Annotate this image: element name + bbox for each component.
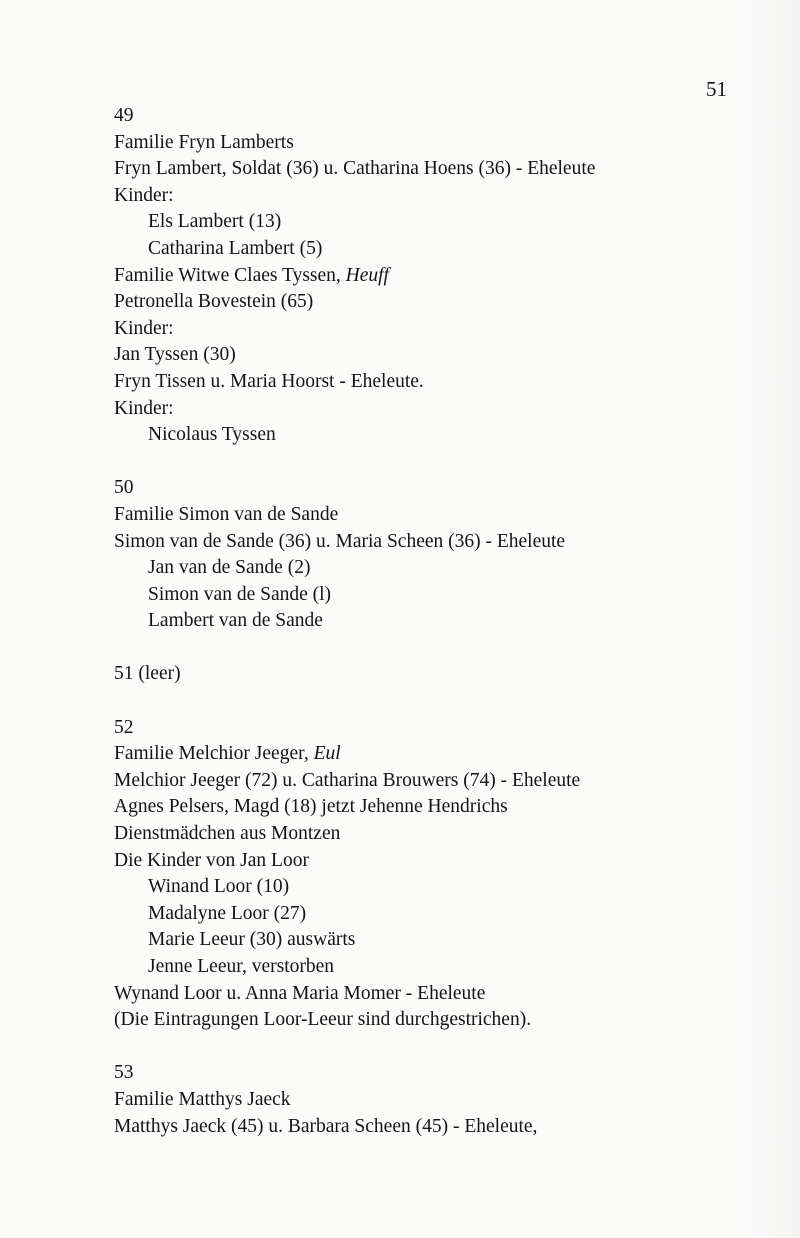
line-text: Fryn Lambert, Soldat (36) u. Catharina Hoens (36) - Eheleute — [114, 158, 596, 180]
text-line — [114, 289, 774, 316]
line-text: Matthys Jaeck (45) u. Barbara Scheen (45) - Eheleute, — [114, 1115, 538, 1137]
text-line — [114, 209, 774, 236]
blank-line — [114, 635, 774, 662]
text-line — [114, 316, 774, 343]
text-line — [114, 342, 774, 369]
line-text: 51 (leer) — [114, 663, 181, 685]
line-text: Familie Simon van de Sande — [114, 503, 339, 525]
line-text: (Die Eintragungen Loor-Leeur sind durchgestrichen). — [114, 1009, 532, 1031]
blank-line — [114, 688, 774, 715]
line-text: Wynand Loor u. Anna Maria Momer - Eheleute — [114, 982, 486, 1004]
text-line — [114, 396, 774, 423]
text-line — [114, 848, 774, 875]
text-line — [114, 954, 774, 981]
line-text: Winand Loor (10) — [148, 876, 290, 898]
text-line — [114, 582, 774, 609]
text-line — [114, 236, 774, 263]
text-line — [114, 502, 774, 529]
line-text: Agnes Pelsers, Magd (18) jetzt Jehenne Hendrichs — [114, 796, 508, 818]
text-line — [114, 741, 774, 768]
text-line — [114, 263, 774, 290]
line-text: Jan Tyssen (30) — [114, 344, 236, 366]
text-line — [114, 608, 774, 635]
line-text: Jenne Leeur, verstorben — [148, 956, 335, 977]
line-text: Els Lambert (13) — [148, 211, 282, 233]
text-line — [114, 529, 774, 556]
text-line — [114, 1007, 774, 1034]
line-text: Die Kinder von Jan Loor — [114, 849, 309, 871]
text-line — [114, 794, 774, 821]
text-line — [114, 475, 774, 502]
page-number: 51 — [706, 77, 727, 101]
text-line — [114, 715, 774, 742]
document-body — [114, 103, 774, 1140]
line-text: Petronella Bovestein (65) — [114, 291, 314, 313]
line-text: Jan van de Sande (2) — [148, 557, 311, 579]
text-line — [114, 768, 774, 795]
line-text: Simon van de Sande (36) u. Maria Scheen (36) - Eheleute — [114, 530, 566, 552]
line-italic-text: Heuff — [345, 264, 389, 286]
text-line — [114, 103, 774, 130]
text-line — [114, 422, 774, 449]
line-text: 53 — [114, 1062, 134, 1084]
blank-line — [114, 449, 774, 476]
text-line — [114, 901, 774, 928]
text-line — [114, 1114, 774, 1141]
line-text: 50 — [114, 477, 134, 499]
text-line — [114, 821, 774, 848]
line-text: Nicolaus Tyssen — [148, 424, 276, 446]
blank-line — [114, 1034, 774, 1061]
line-text: Familie Matthys Jaeck — [114, 1088, 291, 1110]
line-text: Familie Fryn Lamberts — [114, 131, 294, 153]
text-line — [114, 130, 774, 157]
line-italic-text: Eul — [313, 743, 341, 765]
line-text: Familie Witwe Claes Tyssen, — [114, 264, 346, 286]
line-text: 52 — [114, 716, 134, 738]
line-text: Melchior Jeeger (72) u. Catharina Brouwers (74) - Eheleute — [114, 769, 581, 791]
line-text: Fryn Tissen u. Maria Hoorst - Eheleute. — [114, 370, 424, 392]
text-line — [114, 661, 774, 688]
line-text: Familie Melchior Jeeger, — [114, 743, 314, 765]
line-text: 49 — [114, 105, 134, 126]
text-line — [114, 927, 774, 954]
line-text: Marie Leeur (30) auswärts — [148, 929, 356, 951]
text-line — [114, 183, 774, 210]
text-line — [114, 369, 774, 396]
text-line — [114, 981, 774, 1008]
line-text: Kinder: — [114, 397, 174, 419]
line-text: Kinder: — [114, 184, 174, 206]
line-text: Catharina Lambert (5) — [148, 237, 323, 259]
text-line — [114, 555, 774, 582]
text-line — [114, 156, 774, 183]
text-line — [114, 1087, 774, 1114]
line-text: Dienstmädchen aus Montzen — [114, 823, 341, 845]
line-text: Kinder: — [114, 317, 174, 339]
line-text: Lambert van de Sande — [148, 610, 323, 632]
text-line — [114, 874, 774, 901]
text-line — [114, 1060, 774, 1087]
line-text: Simon van de Sande (l) — [148, 583, 332, 605]
line-text: Madalyne Loor (27) — [148, 902, 307, 924]
